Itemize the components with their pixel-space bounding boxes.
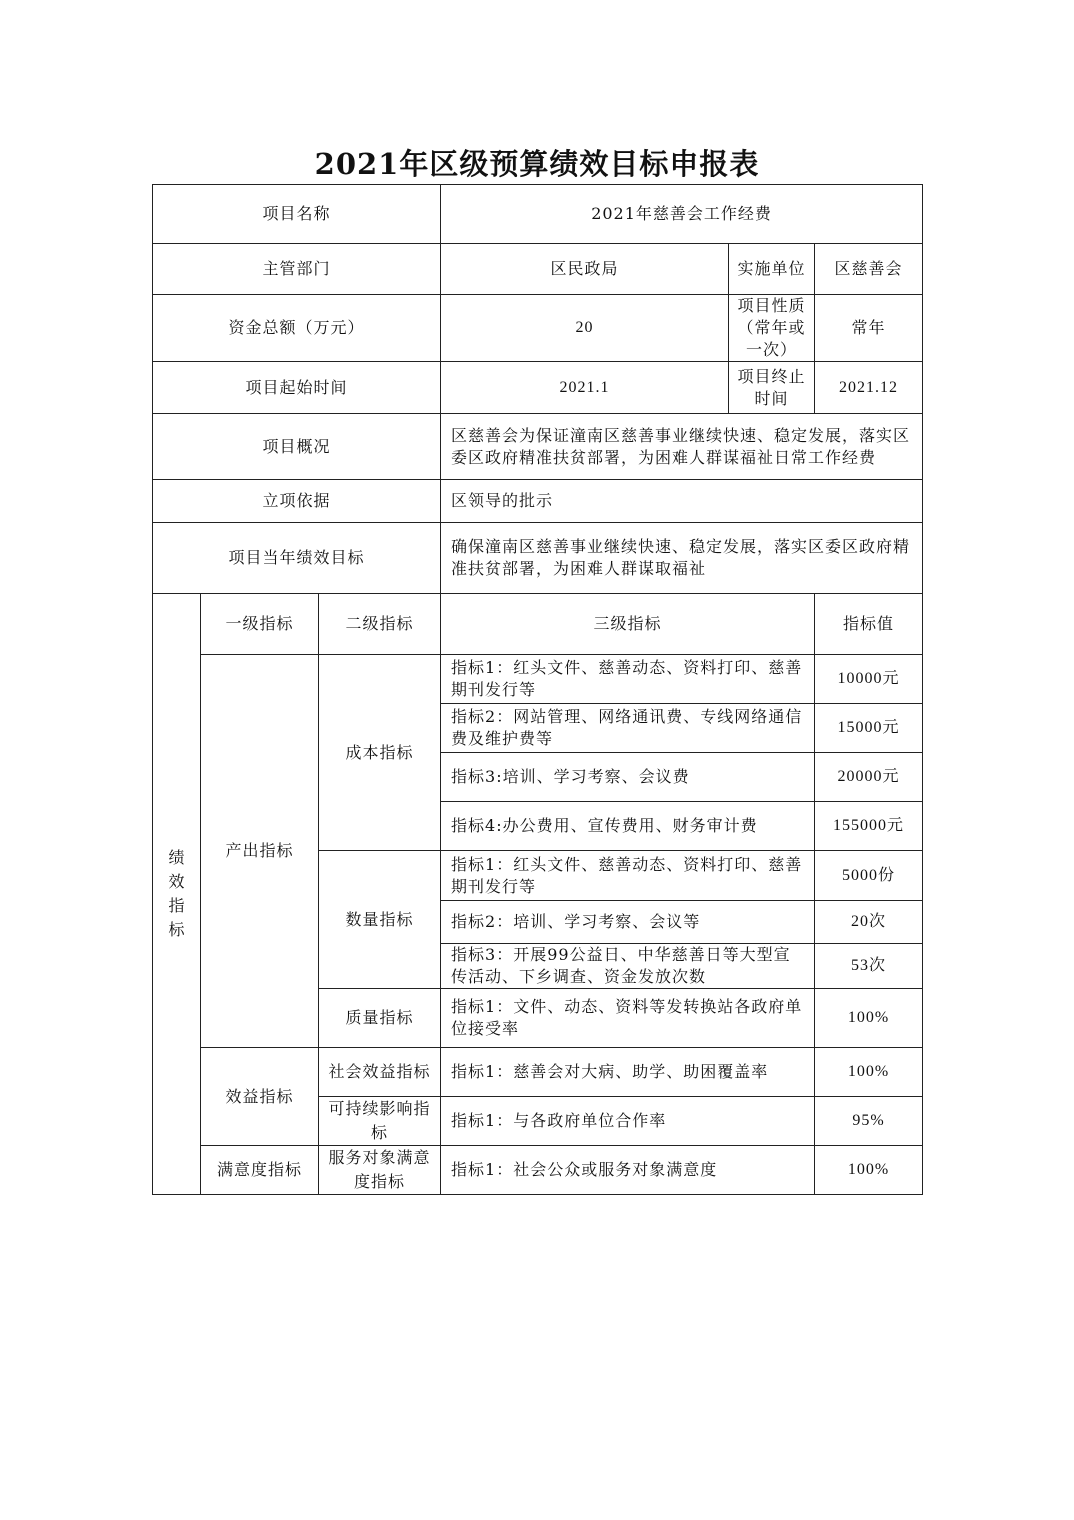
indicators-section-text: 绩效指标 [168, 848, 186, 939]
end-time-value: 2021.12 [815, 362, 923, 414]
nature-value: 常年 [815, 295, 923, 362]
social-benefit-value: 100% [815, 1048, 923, 1097]
service-satisfaction-value: 100% [815, 1146, 923, 1195]
indicators-section-label [153, 594, 201, 1195]
quality-row-1-value: 100% [815, 989, 923, 1048]
cost-row-2-value: 15000元 [815, 704, 923, 753]
quantity-row-3-value: 53次 [815, 944, 923, 989]
cost-row-3-value: 20000元 [815, 753, 923, 802]
performance-target-form [152, 184, 923, 1195]
goal-label: 项目当年绩效目标 [153, 523, 441, 594]
sustain-impact-text: 指标1：与各政府单位合作率 [441, 1097, 815, 1146]
project-name-value: 2021年慈善会工作经费 [441, 185, 923, 244]
quantity-row-1-value: 5000份 [815, 851, 923, 901]
service-satisfaction-text: 指标1：社会公众或服务对象满意度 [441, 1146, 815, 1195]
implementer-label: 实施单位 [729, 244, 815, 295]
implementer-value: 区慈善会 [815, 244, 923, 295]
cost-row-2-text: 指标2：网站管理、网络通讯费、专线网络通信费及维护费等 [441, 704, 815, 753]
department-label: 主管部门 [153, 244, 441, 295]
basis-label: 立项依据 [153, 480, 441, 523]
cost-row-4-value: 155000元 [815, 802, 923, 851]
header-level2: 二级指标 [319, 594, 441, 655]
header-level3: 三级指标 [441, 594, 815, 655]
nature-label: 项目性质（常年或一次） [729, 295, 815, 362]
quality-row-1-text: 指标1：文件、动态、资料等发转换站各政府单位接受率 [441, 989, 815, 1048]
social-benefit-label: 社会效益指标 [319, 1048, 441, 1097]
funds-label: 资金总额（万元） [153, 295, 441, 362]
quantity-row-2-text: 指标2：培训、学习考察、会议等 [441, 901, 815, 944]
sustain-impact-label: 可持续影响指标 [319, 1097, 441, 1146]
department-value: 区民政局 [441, 244, 729, 295]
quantity-row-1-text: 指标1：红头文件、慈善动态、资料打印、慈善期刊发行等 [441, 851, 815, 901]
quantity-indicator-label: 数量指标 [319, 851, 441, 989]
funds-value: 20 [441, 295, 729, 362]
goal-value: 确保潼南区慈善事业继续快速、稳定发展，落实区委区政府精准扶贫部署，为困难人群谋取福祉 [441, 523, 923, 594]
basis-value: 区领导的批示 [441, 480, 923, 523]
quantity-row-3-text: 指标3：开展99公益日、中华慈善日等大型宣传活动、下乡调查、资金发放次数 [441, 944, 815, 989]
header-level1: 一级指标 [201, 594, 319, 655]
cost-indicator-label: 成本指标 [319, 655, 441, 851]
header-value: 指标值 [815, 594, 923, 655]
benefit-indicator-label: 效益指标 [201, 1048, 319, 1146]
page-title: 2021年区级预算绩效目标申报表 [314, 147, 760, 181]
social-benefit-text: 指标1：慈善会对大病、助学、助困覆盖率 [441, 1048, 815, 1097]
cost-row-4-text: 指标4:办公费用、宣传费用、财务审计费 [441, 802, 815, 851]
cost-row-3-text: 指标3:培训、学习考察、会议费 [441, 753, 815, 802]
quantity-row-2-value: 20次 [815, 901, 923, 944]
overview-value: 区慈善会为保证潼南区慈善事业继续快速、稳定发展，落实区委区政府精准扶贫部署，为困难人群谋福祉日常工作经费 [441, 414, 923, 480]
satisfaction-indicator-label: 满意度指标 [201, 1146, 319, 1195]
quality-indicator-label: 质量指标 [319, 989, 441, 1048]
end-time-label: 项目终止时间 [729, 362, 815, 414]
start-time-value: 2021.1 [441, 362, 729, 414]
project-name-label: 项目名称 [153, 185, 441, 244]
service-satisfaction-label: 服务对象满意度指标 [319, 1146, 441, 1195]
start-time-label: 项目起始时间 [153, 362, 441, 414]
overview-label: 项目概况 [153, 414, 441, 480]
output-indicator-label: 产出指标 [201, 655, 319, 1048]
cost-row-1-text: 指标1：红头文件、慈善动态、资料打印、慈善期刊发行等 [441, 655, 815, 704]
cost-row-1-value: 10000元 [815, 655, 923, 704]
sustain-impact-value: 95% [815, 1097, 923, 1146]
